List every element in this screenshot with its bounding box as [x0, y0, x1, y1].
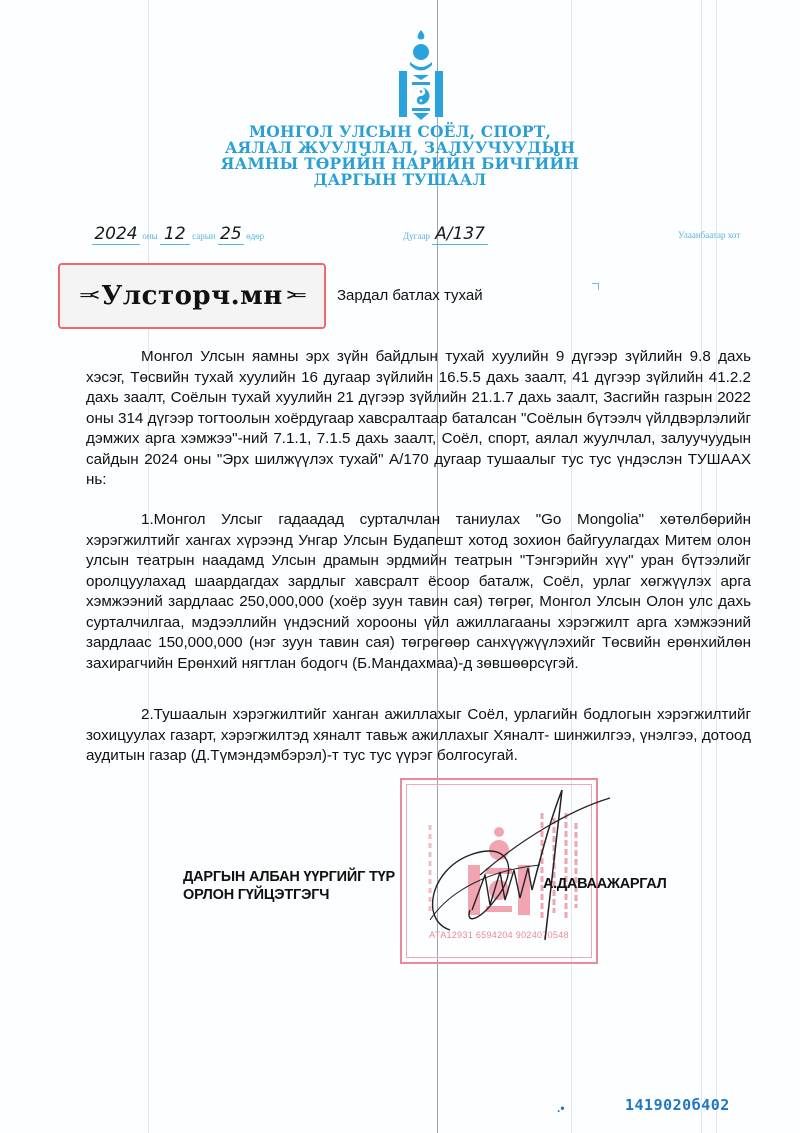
signatory-name: А.ДАВААЖАРГАЛ [543, 876, 667, 892]
month-label: сарын [192, 231, 216, 241]
header-line: АЯЛАЛ ЖУУЛЧЛАЛ, ЗАЛУУЧУУДЫН [224, 138, 576, 157]
header-line: ЯАМНЫ ТӨРИЙН НАРИЙН БИЧГИЙН [220, 154, 580, 173]
soyombo-emblem-icon [398, 30, 444, 122]
corner-mark-icon [592, 283, 599, 290]
header-line: МОНГОЛ УЛСЫН СОЁЛ, СПОРТ, [248, 122, 552, 141]
date-month: 12 [160, 224, 190, 245]
clause-2 [86, 705, 751, 767]
clause-text: 2.Тушаалын хэрэгжилтийг ханган ажиллахыг Соёл, урлагийн бодлогын хэрэгжилтийг зохицуулах газарт, хэрэгжилтэд хяналт тавьж ажиллахыг Хяналт- шинжилгээ, үнэлгээ, дотоод аудитын газар (Д.Түмэндэмбэрэл)-т тус тус үүрэг болгосугай. [86, 706, 751, 764]
wing-left-icon: ═< [80, 287, 98, 304]
wing-right-icon: >═ [286, 287, 304, 304]
signatory-title-line: ОРЛОН ГҮЙЦЭТГЭГЧ [183, 887, 330, 903]
preamble-paragraph [86, 347, 751, 491]
year-label: оны [142, 231, 158, 241]
preamble-text: Монгол Улсын яамны эрх зүйн байдлын тухай хуулийн 9 дүгээр зүйлийн 9.8 дахь хэсэг, Төсвийн тухай хуулийн 16 дугаар зүйлийн 16.5.5 дахь заалт, 41 дүгээр зүйлийн 41.2.2 дахь заалт, Соёлын тухай хуулийн 21 дүгээр зүйлийн 21.1.7 дахь заалт, Засгийн газрын 2022 оны 314 дүгээр тогтоолын хоёрдугаар хавсралтаар баталсан "Соёлын бүтээлч үйлдвэрлэлийг дэмжих арга хэмжээ"-ний 7.1.1, 7.1.5 дахь заалт, Соёл, спорт, аялал жуулчлал, залуучуудын сайдын 2024 оны "Эрх шилжүүлэх тухай" А/170 дугаар тушаалыг тус тус үндэслэн ТУШААХ нь: [86, 348, 751, 488]
clause-text: 1.Монгол Улсыг гадаадад сурталчлан таниулах "Go Mongolia" хөтөлбөрийн хэрэгжилтийг хангах хүрээнд Унгар Улсын Будапешт хотод зохион байгуулагдах Митем олон улсын театрын наадамд Улсын драмын эрдмийн театрын "Тэнгэрийн хүү" уран бүтээлийг оролцуулахад шаардагдах зардлыг хавсралт ёсоор баталж, Соёл, урлаг хөгжүүлэх арга хэмжээний зардлаас 250,000,000 (хоёр зуун тавин сая) төгрөг, Монгол Улсын Олон улс дахь сурталчилгаа, мэдээллийн үндэсний хорооны үйл ажиллагааны хэрэгжилт арга хэмжээний зардлаас 150,000,000 (нэг зуун тавин сая) төгрөгөөр санхүүжүүлэхийг Төсвийн ерөнхийлөн захирагчийн Ерөнхий нягтлан бодогч (Б.Мандахмаа)-д зөвшөөрсүгэй. [86, 511, 751, 672]
logo-text: Улсторч.мн [101, 281, 283, 311]
handwritten-signature-icon [410, 780, 630, 950]
ink-dots-icon: .• [557, 1101, 565, 1115]
date-year: 2024 [92, 224, 140, 245]
day-label: өдөр [246, 231, 265, 241]
signatory-title-line: ДАРГЫН АЛБАН ҮҮРГИЙГ ТҮР [183, 869, 395, 885]
number-label: Дугаар [403, 231, 430, 241]
document-serial-number: 1419020б402 [625, 1096, 730, 1114]
signatory-title [183, 868, 395, 904]
watermark-logo [58, 263, 326, 329]
order-number-field [403, 224, 488, 245]
date-day: 25 [218, 224, 244, 245]
header-line: ДАРГЫН ТУШААЛ [313, 170, 487, 189]
order-subject: Зардал батлах тухай [337, 287, 483, 304]
order-number: А/137 [432, 224, 488, 245]
date-field [92, 224, 264, 245]
ministry-header [200, 124, 600, 188]
city-label: Улаанбаатар хот [678, 230, 741, 240]
stamp-number: АТА12931 6594204 9024070548 [429, 930, 569, 940]
clause-1 [86, 510, 751, 674]
